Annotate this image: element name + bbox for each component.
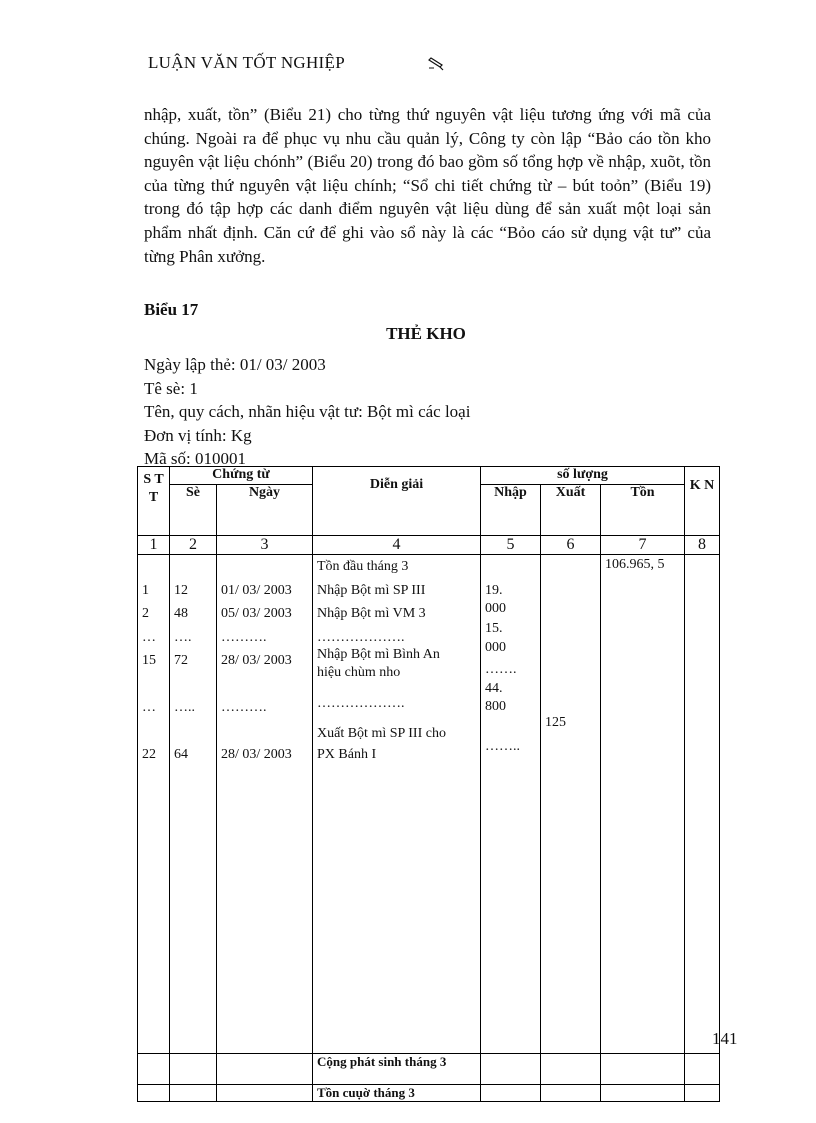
stock-card-table [137,466,720,1102]
col-number: 1 [138,536,170,555]
nhap-cell: 19. 000 15. 000 ……. 44. 800 …….. [481,555,541,1054]
xuat-cell [541,555,601,1054]
header-so-luong: số lượng [481,467,685,485]
entries-row [138,555,720,1054]
footer-row-2 [138,1085,720,1102]
footer-row-1 [138,1054,720,1085]
footer-total-label: Cộng phát sinh tháng 3 [313,1054,481,1085]
col-number: 8 [685,536,720,555]
page-header: LUẬN VĂN TỐT NGHIỆP [148,53,345,72]
meta-date: Ngày lập thẻ: 01/ 03/ 2003 [144,355,326,374]
meta-name: Tên, quy cách, nhãn hiệu vật tư: Bột mì các loại [144,402,471,422]
col-number: 5 [481,536,541,555]
header-row-1 [138,467,720,485]
header-ton: Tồn [601,485,685,536]
header-so: Sè [170,485,217,536]
ton-cell [601,555,685,1054]
kn-cell [685,555,720,1054]
ton-value: 106.965, 5 [605,557,665,572]
col-number: 2 [170,536,217,555]
meta-unit: Đơn vị tính: Kg [144,425,252,445]
header-dien-giai: Diễn giải [313,467,481,536]
header-ngay: Ngày [217,485,313,536]
column-number-row [138,536,720,555]
so-cell: 12 48 …. 72 ….. 64 [170,555,217,1054]
xuat-value: 125 [545,715,566,730]
col-number: 6 [541,536,601,555]
figure-label: Biểu 17 [144,300,199,319]
header-kn: K N [685,467,720,536]
header-chung-tu: Chứng từ [170,467,313,485]
meta-code: Mã số: 010001 [144,449,246,469]
stt-cell: 1 2 … 15 … 22 [138,555,170,1054]
col-number: 3 [217,536,313,555]
meta-sheet: Tê sè: 1 [144,378,198,398]
dien-giai-cell: Tồn đầu tháng 3 Nhập Bột mì SP III Nhập Bột mì VM 3 ………………. Nhập Bột mì Bình An hiệu chùm nho ………………. Xuất Bột mì SP III cho PX Bánh I [313,555,481,1054]
card-meta [144,353,470,471]
pen-icon [428,57,444,71]
page-number: 141 [712,1029,738,1048]
document-title [0,324,816,344]
header-xuat: Xuất [541,485,601,536]
header-stt: S T T [138,467,170,536]
ngay-cell: 01/ 03/ 2003 05/ 03/ 2003 ………. 28/ 03/ 2003 ………. 28/ 03/ 2003 [217,555,313,1054]
header-nhap: Nhập [481,485,541,536]
paragraph-text: nhập, xuất, tồn” (Biểu 21) cho từng thứ nguyên vật liệu tương ứng với mã của chúng. Ngoài ra để phục vụ nhu cầu quản lý, Công ty còn lập “Bảo cáo tồn kho nguyên vật liệu chónh” (Biểu 20) trong đó bao gồm số tổng hợp về nhập, xuõt, tồn của từng thứ nguyên vật liệu chính; “Sổ chi tiết chứng từ – bút toỏn” (Biểu 19) trong đó tập hợp các danh điểm nguyên vật liệu dùng để sản xuất một loại sản phẩm nhất định. Căn cứ để ghi vào sổ này là các “Bỏo cáo sử dụng vật tư” của từng Phân xưởng. [144,105,711,266]
title-text: THẺ KHO [386,324,466,343]
body-paragraph [144,103,711,268]
footer-closing-label: Tồn cuụờ tháng 3 [313,1085,481,1102]
col-number: 7 [601,536,685,555]
col-number: 4 [313,536,481,555]
